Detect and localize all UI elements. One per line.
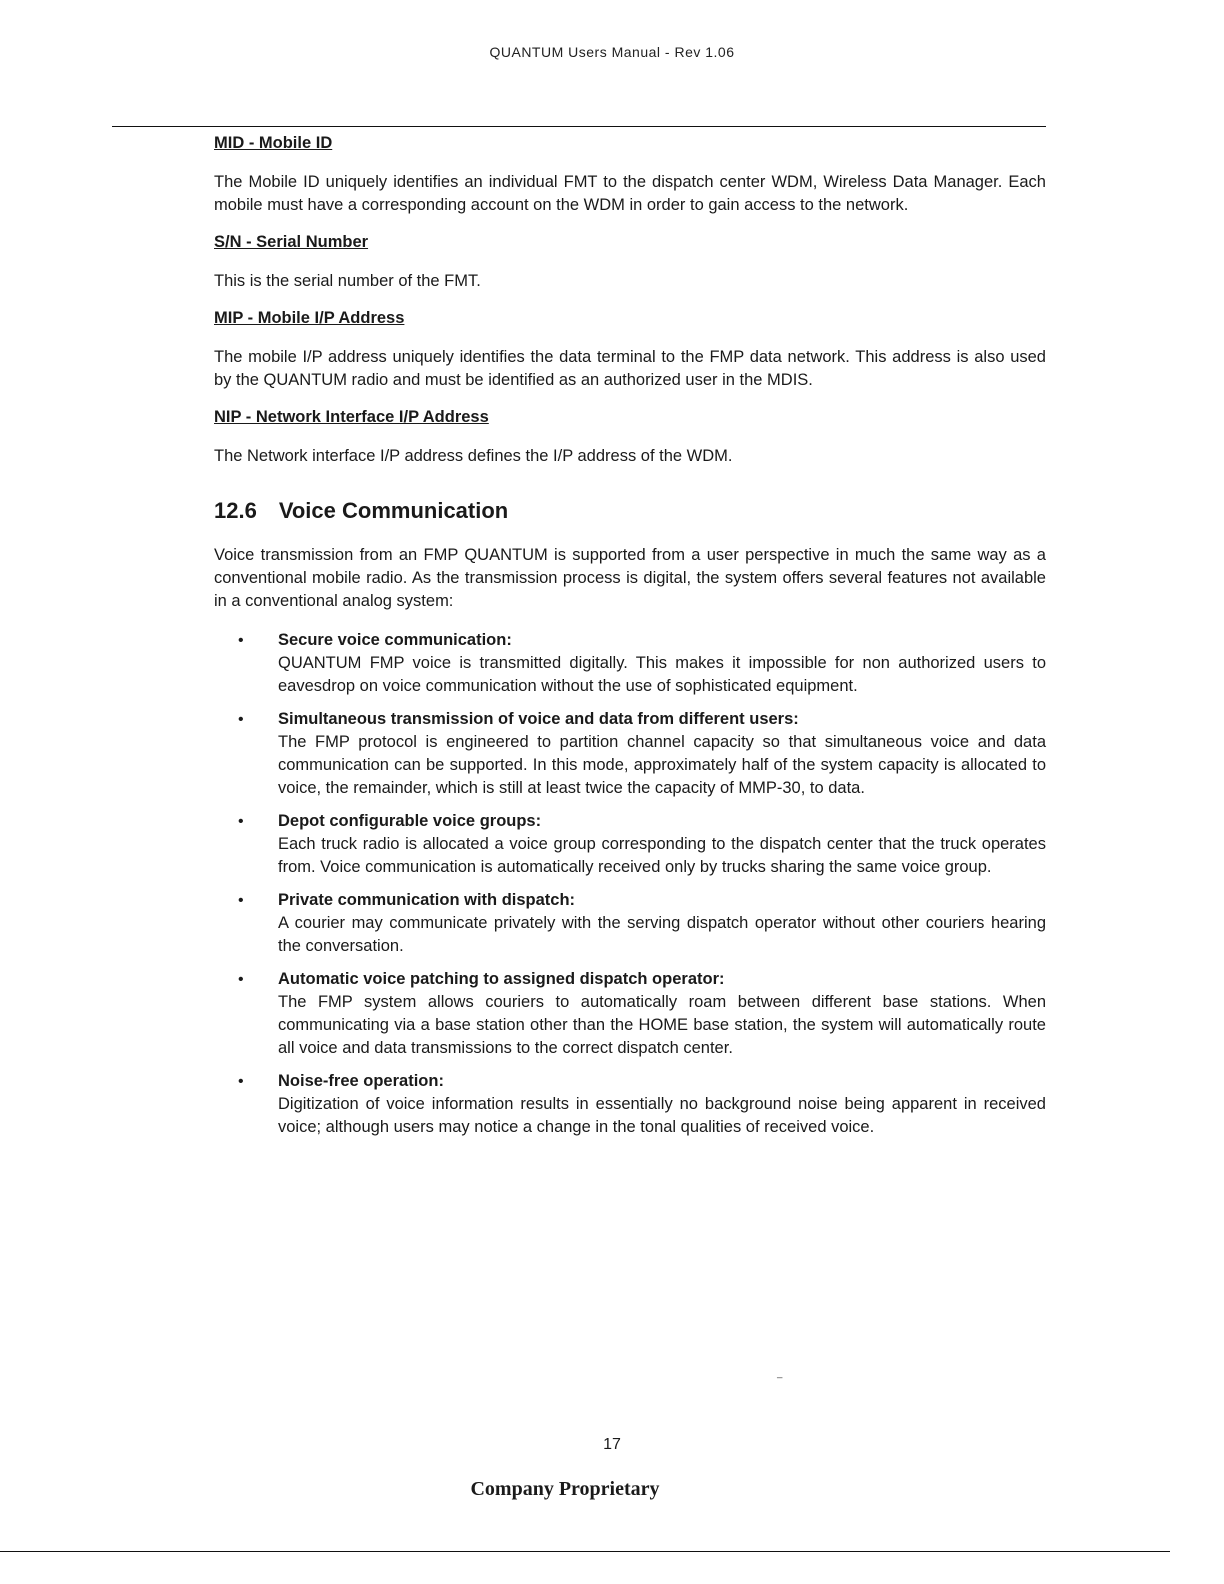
feature-title: Automatic voice patching to assigned dispatch operator: bbox=[278, 970, 725, 988]
field-heading: NIP - Network Interface I/P Address bbox=[214, 408, 489, 426]
section-number: 12.6 bbox=[214, 498, 257, 523]
feature-title: Secure voice communication: bbox=[278, 631, 512, 649]
header-rule bbox=[112, 126, 1046, 127]
section-intro: Voice transmission from an FMP QUANTUM is supported from a user perspective in much the same way as a conventional mobile radio. As the transmission process is digital, the system offers several features not available in a conventional analog system: bbox=[214, 546, 1046, 610]
feature-text: The FMP system allows couriers to automatically roam between different base stations. When communicating via a base station other than the HOME base station, the system will automatically route all voice and data transmissions to the correct dispatch center. bbox=[278, 993, 1046, 1057]
footer-label: Company Proprietary bbox=[470, 1478, 660, 1500]
field-mid bbox=[214, 134, 1046, 217]
bullet-icon: • bbox=[238, 1073, 244, 1090]
page-number: 17 bbox=[603, 1436, 621, 1453]
list-item bbox=[214, 629, 1046, 698]
field-text: The Mobile ID uniquely identifies an individual FMT to the dispatch center WDM, Wireless Data Manager. Each mobile must have a corresponding account on the WDM in order to gain access to the network. bbox=[214, 173, 1046, 214]
list-item bbox=[214, 889, 1046, 958]
feature-text: Digitization of voice information results in essentially no background noise being apparent in received voice; although users may notice a change in the tonal qualities of received voice. bbox=[278, 1095, 1046, 1136]
field-heading: MID - Mobile ID bbox=[214, 134, 333, 152]
list-item bbox=[214, 708, 1046, 800]
bullet-icon: • bbox=[238, 892, 244, 909]
field-nip bbox=[214, 408, 1046, 468]
list-item bbox=[214, 810, 1046, 879]
field-text: This is the serial number of the FMT. bbox=[214, 272, 481, 290]
field-text: The Network interface I/P address defines the I/P address of the WDM. bbox=[214, 447, 733, 465]
field-heading: S/N - Serial Number bbox=[214, 233, 369, 251]
field-heading: MIP - Mobile I/P Address bbox=[214, 309, 405, 327]
page-header: QUANTUM Users Manual - Rev 1.06 bbox=[489, 44, 735, 60]
feature-title: Private communication with dispatch: bbox=[278, 891, 576, 909]
footer-rule bbox=[0, 1551, 1170, 1552]
field-mip bbox=[214, 309, 1046, 392]
bullet-icon: • bbox=[238, 971, 244, 988]
field-sn bbox=[214, 233, 1046, 293]
section-heading bbox=[214, 498, 1046, 524]
feature-title: Simultaneous transmission of voice and data from different users: bbox=[278, 710, 799, 728]
feature-text: The FMP protocol is engineered to partition channel capacity so that simultaneous voice and data communication can be supported. In this mode, approximately half of the system capacity is allocated to voice, the remainder, which is still at least twice the capacity of MMP-30, to data. bbox=[278, 733, 1046, 797]
feature-text: A courier may communicate privately with the serving dispatch operator without other couriers hearing the conversation. bbox=[278, 914, 1046, 955]
feature-text: QUANTUM FMP voice is transmitted digitally. This makes it impossible for non authorized users to eavesdrop on voice communication without the use of sophisticated equipment. bbox=[278, 654, 1046, 695]
bullet-icon: • bbox=[238, 711, 244, 728]
feature-text: Each truck radio is allocated a voice group corresponding to the dispatch center that the truck operates from. Voice communication is automatically received only by trucks sharing the same voice group. bbox=[278, 835, 1046, 876]
field-text: The mobile I/P address uniquely identifies the data terminal to the FMP data network. This address is also used by the QUANTUM radio and must be identified as an authorized user in the MDIS. bbox=[214, 348, 1046, 389]
page-content bbox=[214, 134, 1046, 1149]
feature-list bbox=[214, 629, 1046, 1139]
scan-mark: ⁻ bbox=[776, 1372, 784, 1388]
feature-title: Depot configurable voice groups: bbox=[278, 812, 542, 830]
feature-title: Noise-free operation: bbox=[278, 1072, 444, 1090]
bullet-icon: • bbox=[238, 813, 244, 830]
list-item bbox=[214, 1070, 1046, 1139]
bullet-icon: • bbox=[238, 632, 244, 649]
list-item bbox=[214, 968, 1046, 1060]
section-title: Voice Communication bbox=[278, 498, 509, 523]
